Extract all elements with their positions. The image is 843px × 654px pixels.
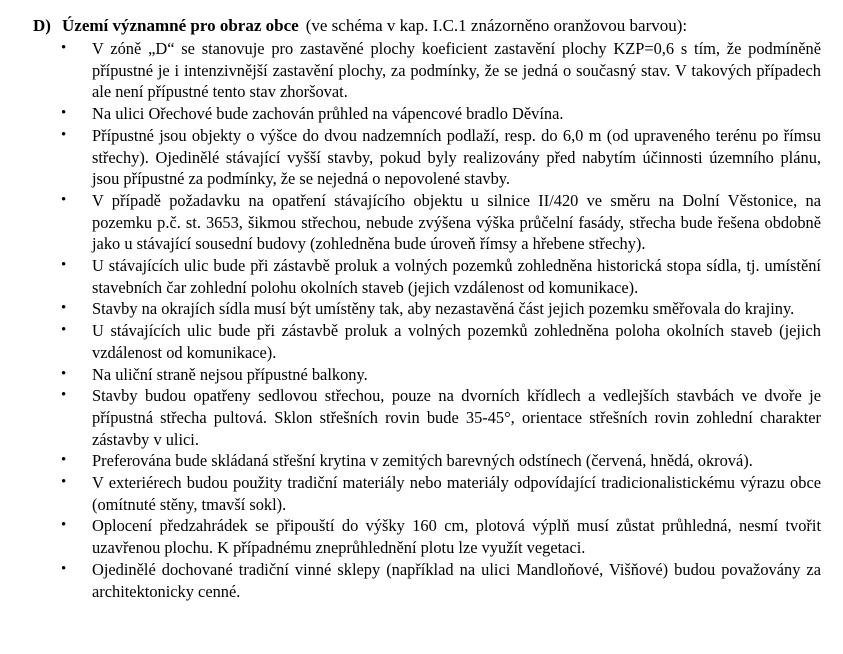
bullet-icon: • (61, 474, 67, 491)
list-item (33, 38, 821, 103)
bullet-icon: • (61, 560, 67, 577)
list-item (33, 125, 821, 190)
bullet-icon: • (61, 257, 67, 274)
list-item-text: V exteriérech budou použity tradiční materiály nebo materiály odpovídající tradicionalistickému výrazu obce (omítnuté stěny, tmavší sokl). (92, 473, 821, 514)
bullet-icon: • (61, 387, 67, 404)
list-item (33, 103, 821, 125)
list-item-text: U stávajících ulic bude při zástavbě proluk a volných pozemků zohledněna poloha okolních staveb (jejich vzdálenost od komunikace). (92, 321, 821, 362)
list-item (33, 515, 821, 558)
list-item (33, 255, 821, 298)
section-note: (ve schéma v kap. I.C.1 znázorněno oranžovou barvou): (305, 16, 688, 35)
list-item-text: Přípustné jsou objekty o výšce do dvou nadzemních podlaží, resp. do 6,0 m (od upraveného terénu po římsu střechy). Ojedinělé stávající vyšší stavby, pokud byly realizovány před nabytím účinnosti územního plánu, jsou přípustné za podmínky, že se nejedná o nepovolené stavby. (92, 125, 821, 189)
section-heading-body (62, 15, 821, 37)
list-item-text: Ojedinělé dochované tradiční vinné sklepy (například na ulici Mandloňové, Višňové) budou považovány za architektonicky cenné. (92, 559, 821, 601)
list-item (33, 190, 821, 255)
list-item (33, 320, 821, 363)
list-item-text: V případě požadavku na opatření stávajícího objektu u silnice II/420 ve směru na Dolní Věstonice, na pozemku p.č. st. 3653, šikmou střechou, nebude zvýšena výška průčelní fasády, střecha bude řešena obdobně jako u stávající sousední budovy (zohledněna bude úroveň římsy a hřebene střechy). (92, 190, 821, 254)
bullet-icon: • (61, 322, 67, 339)
list-item (33, 364, 821, 386)
bullet-icon: • (61, 365, 67, 382)
bullet-icon: • (61, 105, 67, 122)
section-title: Území významné pro obraz obce (62, 16, 299, 35)
list-item-text: Na ulici Ořechové bude zachován průhled na vápencové bradlo Děvína. (92, 104, 564, 124)
bullet-icon: • (61, 126, 67, 143)
list-item-text: Preferována bude skládaná střešní krytina v zemitých barevných odstínech (červená, hnědá, okrová). (92, 451, 753, 471)
list-item-text: Oplocení předzahrádek se připouští do výšky 160 cm, plotová výplň musí zůstat průhledná, nesmí tvořit uzavřenou plochu. K případnému zneprůhlednění plotu lze využít vegetaci. (92, 516, 821, 558)
bullet-icon: • (61, 40, 67, 56)
section-letter: D) (33, 16, 51, 35)
list-item (33, 450, 821, 472)
bullet-icon: • (61, 452, 67, 469)
list-item-text: V zóně „D“ se stanovuje pro zastavěné plochy koeficient zastavění plochy KZP=0,6 s tím, že podmíněně přípustné je i intenzivnější zastavění plochy, za podmínky, že se jedná o současný stav. V takových případech ale není přípustné tento stav zhoršovat. (92, 39, 821, 102)
list-item-text: U stávajících ulic bude při zástavbě proluk a volných pozemků zohledněna historická stopa sídla, tj. umístění stavebních čar zohlední polohu okolních staveb (jejich vzdálenost od komunikace). (92, 256, 821, 297)
list-item (33, 385, 821, 450)
list-item-text: Stavby budou opatřeny sedlovou střechou, pouze na dvorních křídlech a vedlejších stavbách ve dvoře je přípustná střecha pultová. Sklon střešních rovin bude 35-45°, orientace střešních rovin zohlední charakter zástavby v ulici. (92, 386, 821, 449)
bullet-icon: • (61, 300, 67, 317)
list-item-text: Stavby na okrajích sídla musí být umístěny tak, aby nezastavěná část jejich pozemku směřovala do krajiny. (92, 299, 795, 319)
list-item (33, 559, 821, 602)
bullet-list (33, 38, 821, 602)
list-item-text: Na uliční straně nejsou přípustné balkony. (92, 364, 368, 384)
bullet-icon: • (61, 191, 67, 208)
section-heading (33, 15, 821, 37)
list-item (33, 472, 821, 515)
list-item (33, 298, 821, 320)
bullet-icon: • (61, 517, 67, 534)
